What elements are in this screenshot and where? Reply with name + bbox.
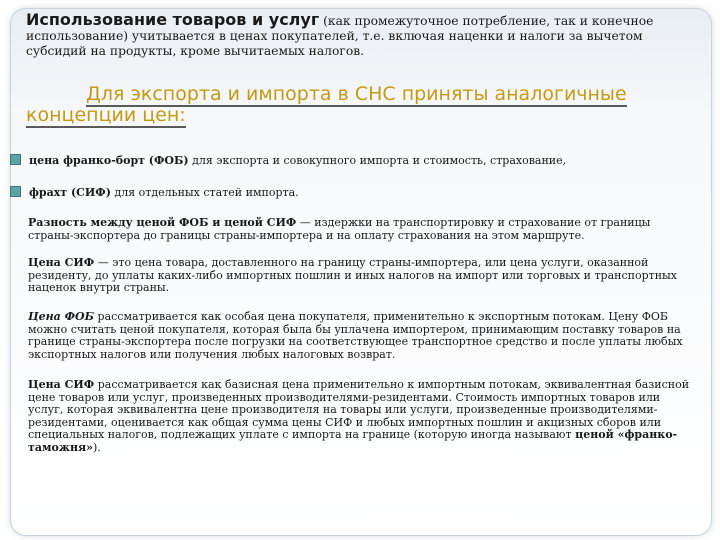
definition-text: — это цена товара, доставленного на границу страны-импортера, или цена услуги, оказанной резиденту, до уплаты каких-либо импортных пошлин и иных налогов на импорт или торговых и транспортных наценок внутри страны. xyxy=(28,256,678,295)
bullet-item-cif xyxy=(10,186,700,200)
definition-term: Разность между ценой ФОБ и ценой СИФ xyxy=(28,216,297,229)
bullet-bold: фрахт (СИФ) xyxy=(29,186,111,199)
definition-text-end: ). xyxy=(93,440,101,454)
definition-text: рассматривается как базисная цена применительно к импортным потокам, эквивалентная базисной цене товаров или услуг, произведенных производителями-резидентами. Стоимость импортных товаров или услуг, которая эквивалентна цене производителя на товары или услуги, произведенные производителями-резидентами, оценивается как общая сумма цены СИФ и любых импортных пошлин и акцизных сборов или специальных налогов, подлежащих уплате с импорта на границе (которую иногда называют xyxy=(28,378,690,442)
definition-text: — издержки на транспортировку и страхование от границы страны-экспортера до границы страны-импортера и на оплату страхования на этом маршруте. xyxy=(28,216,651,242)
bullet-text: для экспорта и совокупного импорта и стоимость, страхование, xyxy=(188,154,567,167)
definition-term-end: ценой «франко-таможня» xyxy=(28,428,678,454)
definition-term: Цена СИФ xyxy=(28,378,95,391)
definition-text: рассматривается как особая цена покупателя, применительно к экспортным потокам. Цену ФОБ можно считать ценой покупателя, которая была бы уплачена импортером, принимающим поставку товаров на границе страны-экспортера после погрузки на соответствующее транспортное средство и после уплаты любых экспортных налогов или получения любых налоговых возврат. xyxy=(28,310,683,361)
bullet-bold: цена франко-борт (ФОБ) xyxy=(29,154,189,167)
bullet-text: для отдельных статей импорта. xyxy=(110,186,299,199)
subtitle-line-2: концепции цен: xyxy=(26,104,186,126)
square-bullet-icon xyxy=(10,154,21,165)
square-bullet-icon xyxy=(10,186,21,197)
subtitle-line-1: Для экспорта и импорта в СНС приняты аналогичные xyxy=(86,83,627,105)
intro-paragraph xyxy=(26,12,696,59)
bullet-item-fob xyxy=(10,154,700,168)
definition-cif xyxy=(28,257,698,295)
definition-difference xyxy=(28,217,698,242)
intro-rest: (как промежуточное потребление, так и конечное использование) учитывается в ценах покупателей, т.е. включая наценки и налоги за вычетом субсидий на продукты, кроме вычитаемых налогов. xyxy=(26,14,654,58)
definition-term: Цена СИФ xyxy=(28,256,95,269)
definition-term: Цена ФОБ xyxy=(28,310,95,323)
definition-fob xyxy=(28,311,698,361)
definition-cif-basic xyxy=(28,379,698,455)
subtitle xyxy=(26,84,666,126)
intro-lead: Использование товаров и услуг xyxy=(26,10,320,29)
